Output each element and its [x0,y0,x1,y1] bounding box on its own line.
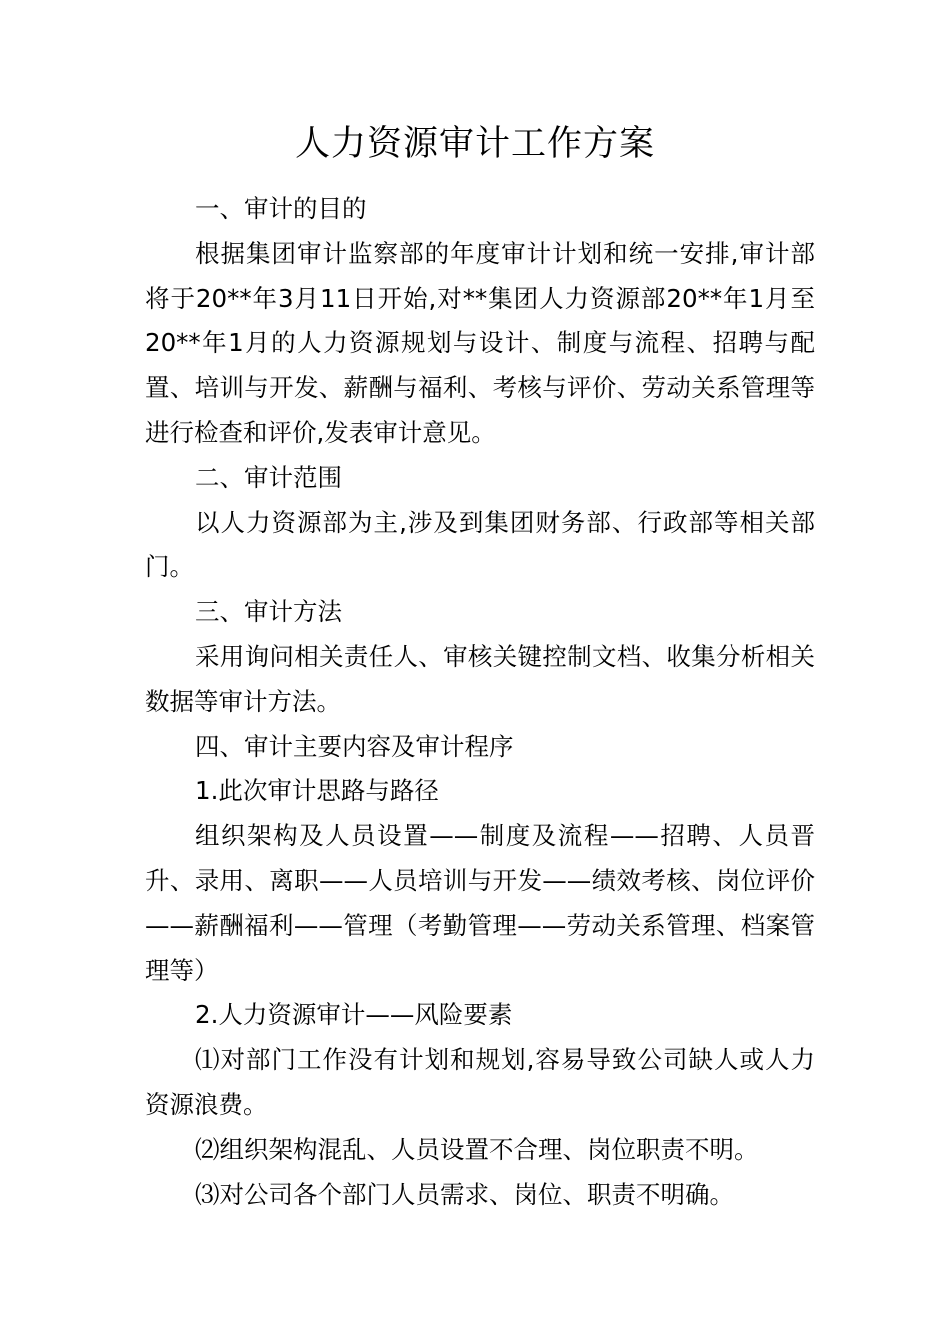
paragraph-method: 采用询问相关责任人、审核关键控制文档、收集分析相关数据等审计方法。 [145,641,815,716]
document-body [145,187,815,1217]
risk-item-2: ⑵组织架构混乱、人员设置不合理、岗位职责不明。 [195,1134,759,1164]
section-heading-method: 三、审计方法 [195,597,342,627]
subsection-heading-risk: 2.人力资源审计——风险要素 [195,1000,513,1030]
risk-item-3: ⑶对公司各个部门人员需求、岗位、职责不明确。 [195,1179,734,1209]
section-heading-content: 四、审计主要内容及审计程序 [195,731,514,761]
subsection-heading-approach: 1.此次审计思路与路径 [195,776,439,806]
section-heading-purpose: 一、审计的目的 [195,194,367,223]
section-heading-scope: 二、审计范围 [195,462,342,492]
paragraph-approach: 组织架构及人员设置——制度及流程——招聘、人员晋升、录用、离职——人员培训与开发——绩效考核、岗位评价——薪酬福利——管理（考勤管理——劳动关系管理、档案管理等） [145,821,815,985]
risk-item-1: ⑴对部门工作没有计划和规划,容易导致公司缺人或人力资源浪费。 [145,1045,815,1119]
document-title: 人力资源审计工作方案 [294,124,655,164]
paragraph-purpose: 根据集团审计监察部的年度审计计划和统一安排,审计部将于20**年3月11日开始,对**集团人力资源部20**年1月至20**年1月的人力资源规划与设计、制度与流程、招聘与配置、培训与开发、薪酬与福利、考核与评价、劳动关系管理等进行检查和评价,发表审计意见。 [145,238,815,447]
paragraph-scope: 以人力资源部为主,涉及到集团财务部、行政部等相关部门。 [145,507,815,582]
